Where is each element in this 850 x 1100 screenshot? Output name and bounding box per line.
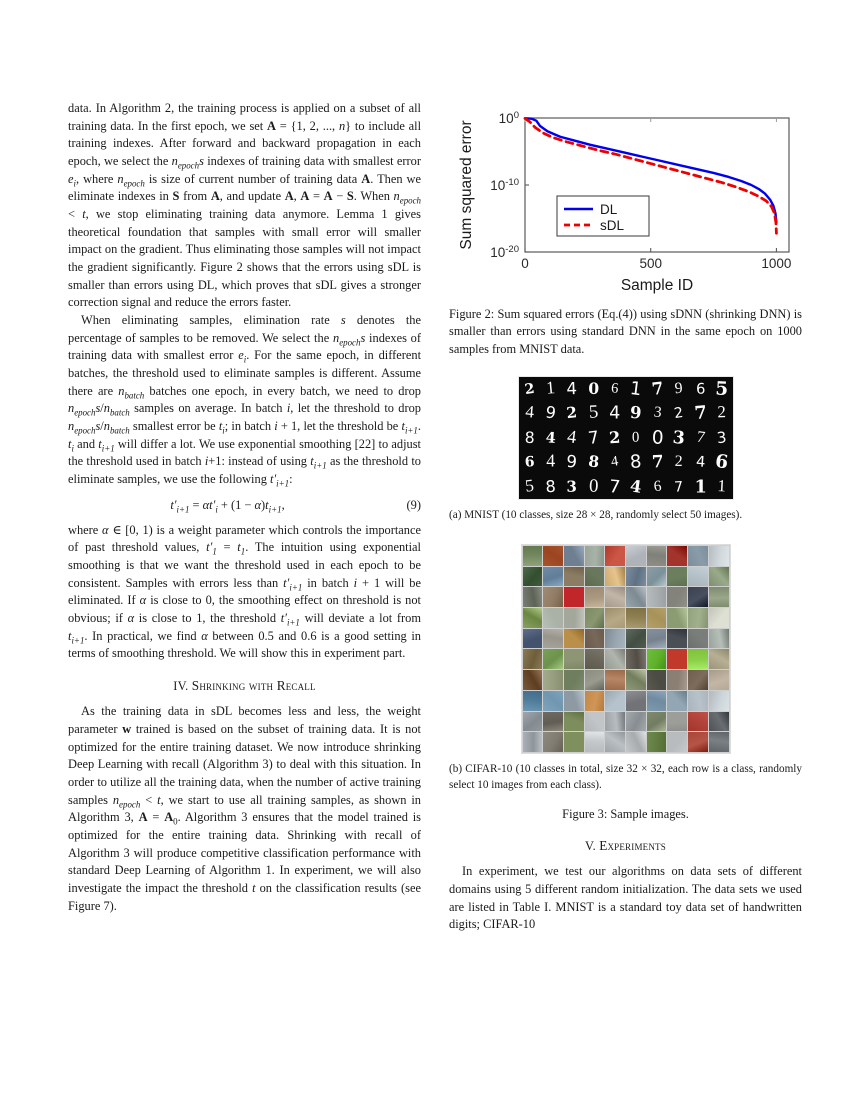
cifar-image-cell	[647, 670, 667, 690]
cifar-image-cell	[688, 712, 708, 732]
cifar-image-cell	[543, 608, 563, 628]
cifar-image-cell	[667, 712, 687, 732]
cifar-image-cell	[605, 732, 625, 752]
cifar-image-cell	[585, 629, 605, 649]
mnist-digit-cell: 4	[546, 452, 556, 472]
cifar-image-cell	[626, 691, 646, 711]
mnist-digit-cell: 8	[544, 476, 557, 497]
cifar-image-cell	[688, 546, 708, 566]
mnist-digit-cell: 9	[629, 403, 643, 424]
cifar-image-cell	[543, 567, 563, 587]
cifar-image-cell	[585, 649, 605, 669]
cifar-image-cell	[523, 691, 543, 711]
cifar-image-cell	[585, 567, 605, 587]
mnist-digit-cell: 6	[610, 380, 619, 397]
mnist-digit-cell: 8	[587, 452, 600, 472]
cifar-image-cell	[605, 691, 625, 711]
mnist-digit-cell: 1	[694, 475, 707, 497]
section-5-number: V.	[585, 839, 596, 854]
cifar-image-cell	[564, 732, 584, 752]
mnist-digit-cell: 1	[629, 377, 644, 401]
mnist-digit-cell: 4	[610, 453, 620, 471]
cifar-image-cell	[688, 567, 708, 587]
mnist-digit-cell: 2	[717, 404, 727, 423]
mnist-digit-cell: 5	[588, 402, 599, 424]
cifar-image-cell	[585, 546, 605, 566]
cifar-image-cell	[543, 649, 563, 669]
cifar-image-cell	[709, 546, 729, 566]
two-column-layout	[68, 100, 802, 1040]
cifar-image-cell	[605, 629, 625, 649]
mnist-digit-cell: 2	[673, 404, 685, 423]
cifar-image-cell	[585, 608, 605, 628]
cifar-image-cell	[626, 732, 646, 752]
cifar-image-cell	[523, 567, 543, 587]
cifar-image-cell	[688, 649, 708, 669]
mnist-digit-cell: 4	[566, 378, 578, 399]
subcaption-a-mnist: (a) MNIST (10 classes, size 28 × 28, randomly select 50 images).	[449, 509, 743, 522]
cifar-image-cell	[543, 712, 563, 732]
cifar-image-cell	[709, 712, 729, 732]
x-axis-label: Sample ID	[620, 277, 694, 294]
mnist-digit-cell: 4	[524, 403, 535, 423]
cifar-image-cell	[605, 567, 625, 587]
mnist-digit-cell: 7	[608, 475, 622, 498]
cifar-image-cell	[564, 567, 584, 587]
figure-2-caption: Figure 2: Sum squared errors (Eq.(4)) using sDNN (shrinking DNN) is smaller than errors using standard DNN in the same epoch on 1000 samples from MNIST data.	[449, 307, 802, 356]
mnist-digit-cell: 7	[673, 477, 684, 496]
right-column	[449, 100, 802, 1040]
mnist-digit-cell: 9	[544, 402, 558, 424]
cifar-image-cell	[688, 629, 708, 649]
subcaption-b-cifar: (b) CIFAR-10 (10 classes in total, size 32 × 32, each row is a class, randomly select 10 images from each class).	[449, 762, 802, 791]
mnist-digit-cell: 8	[629, 450, 643, 474]
cifar-image-cell	[688, 670, 708, 690]
cifar-image-cell	[585, 732, 605, 752]
section-4-number: IV.	[173, 679, 189, 694]
cifar-image-cell	[585, 587, 605, 607]
cifar-image-cell	[647, 567, 667, 587]
cifar-image-cell	[605, 670, 625, 690]
mnist-digit-cell: 7	[650, 378, 665, 400]
mnist-digit-cell: 7	[651, 451, 664, 473]
cifar-image-cell	[688, 587, 708, 607]
mnist-digit-cell: 4	[695, 452, 706, 472]
cifar-image-cell	[564, 629, 584, 649]
cifar-image-cell	[543, 546, 563, 566]
mnist-digit-cell: 6	[714, 450, 730, 474]
x-tick-label: 0	[521, 256, 529, 271]
cifar-image-cell	[667, 670, 687, 690]
mnist-digit-cell: 6	[523, 453, 535, 471]
cifar-image-cell	[667, 587, 687, 607]
figure-2	[449, 100, 802, 358]
cifar-image-cell	[564, 546, 584, 566]
cifar-image-cell	[523, 587, 543, 607]
cifar-image-cell	[647, 587, 667, 607]
mnist-digit-cell: 7	[693, 401, 708, 425]
cifar-image-cell	[523, 546, 543, 566]
cifar-image-cell	[688, 608, 708, 628]
x-tick-label: 1000	[761, 256, 792, 271]
cifar-image-cell	[709, 629, 729, 649]
cifar-image-cell	[647, 732, 667, 752]
cifar-image-cell	[667, 629, 687, 649]
paragraph-1: data. In Algorithm 2, the training process is applied on a subset of all training data. In the first epoch, we set A = {1, 2, ..., n} to include all training indexes. After forward and backward propagation in each epoch, we select the $n_{epoch}s$ indexes of training data with smallest error $e_i$, where $n_{epoch}$ is size of current number of training data A. Then we eliminate indexes in S from A, and update A, A = A − S. When $n_{epoch} < t$, we stop eliminating training data anymore. Lemma 1 gives theoretical foundation that samples with small error will smaller impact on the gradient. Thus eliminating those samples will not impact the gradient significantly. Figure 2 shows that the errors using sDL is smaller than errors using DL, which proves that sDL gives a stronger correction signal and reduce the errors faster.	[68, 101, 422, 310]
mnist-digit-cell: 0	[651, 426, 664, 449]
cifar-image-cell	[709, 567, 729, 587]
cifar-image-cell	[709, 649, 729, 669]
x-tick-label: 500	[639, 256, 662, 271]
cifar-image-cell	[626, 712, 646, 732]
cifar-image-cell	[647, 649, 667, 669]
mnist-digit-cell: 2	[608, 427, 621, 448]
mnist-digit-cell: 4	[566, 427, 578, 448]
y-tick-label: $10^{-20}$	[490, 244, 519, 260]
equation-9-body: $t'_{i+1} = \alpha t'_i + (1 - \alpha)t_{i+1}$,	[170, 497, 285, 515]
equation-9-number: (9)	[406, 497, 421, 512]
cifar-image-cell	[709, 691, 729, 711]
mnist-digit-cell: 3	[652, 404, 663, 422]
cifar-image-cell	[709, 587, 729, 607]
cifar-image-cell	[585, 670, 605, 690]
left-column	[68, 100, 421, 1040]
cifar-image-cell	[626, 670, 646, 690]
section-5-title: Experiments	[599, 838, 666, 854]
cifar-image-cell	[523, 712, 543, 732]
legend-label-sdl: sDL	[600, 218, 625, 233]
cifar-image-cell	[523, 732, 543, 752]
cifar-image-cell	[523, 608, 543, 628]
cifar-image-cell	[543, 629, 563, 649]
mnist-sample-grid	[518, 376, 734, 500]
y-tick-label: $10^0$	[498, 110, 519, 126]
cifar-image-cell	[667, 732, 687, 752]
mnist-digit-cell: 5	[523, 476, 535, 496]
cifar-image-cell	[564, 712, 584, 732]
cifar-image-cell	[667, 691, 687, 711]
mnist-digit-cell: 0	[588, 476, 599, 497]
experiments-paragraph: In experiment, we test our algorithms on data sets of different domains using 5 different random initialization. The data sets we used are listed in Table I. MNIST is a standard toy data set of handwritten digits; CIFAR-10	[449, 864, 802, 932]
cifar-image-cell	[667, 567, 687, 587]
mnist-digit-cell: 2	[674, 453, 684, 471]
cifar-image-cell	[647, 608, 667, 628]
cifar-image-cell	[626, 567, 646, 587]
cifar-image-cell	[667, 649, 687, 669]
cifar-image-cell	[688, 732, 708, 752]
mnist-digit-cell: 6	[652, 477, 663, 495]
mnist-digit-cell: 3	[715, 428, 728, 448]
mnist-digit-cell: 4	[629, 475, 644, 497]
cifar-image-cell	[564, 649, 584, 669]
cifar-image-cell	[626, 587, 646, 607]
section-heading-4	[68, 678, 421, 694]
cifar-image-cell	[709, 670, 729, 690]
cifar-image-cell	[523, 629, 543, 649]
cifar-image-cell	[564, 587, 584, 607]
equation-9	[68, 498, 421, 513]
paragraph-2: When eliminating samples, elimination rate s denotes the percentage of samples to be removed. We select the $n_{epoch}s$ indexes of training data with smallest error $e_i$. For the same epoch, in different batches, the threshold used to eliminate samples is different. Assume there are $n_{batch}$ batches one epoch, in every batch, we need to drop $n_{epoch}s/n_{batch}$ samples on average. In batch i, let the threshold to drop $n_{epoch}s/n_{batch}$ smallest error be $t_i$; in batch i + 1, let the threshold be $t_{i+1}$. $t_i$ and $t_{i+1}$ will differ a lot. We use exponential smoothing [22] to adjust the threshold used in batch i+1: instead of using $t_{i+1}$ as the threshold to eliminate samples, we use the following $t'_{i+1}$:	[68, 313, 422, 489]
mnist-digit-cell: 8	[524, 428, 535, 447]
cifar-image-cell	[605, 608, 625, 628]
paragraph-4: As the training data in sDL becomes less and less, the weight parameter w trained is based on the subset of training data. It is not optimized for the entire training dataset. We now introduce shrinking Deep Learning with recall (Algorithm 3) to deal with this situation. In order to utilize all the training data, when the number of active training samples $n_{epoch} < t$, we start to use all training samples, as shown in Algorithm 3, $A = A_0$. Algorithm 3 ensures that the model trained is optimized for the entire training data. Shrinking with recall of Algorithm 3 will produce competitive classification performance with standard Deep Learning of Algorithm 1. In experiment, we will also investigate the impact the threshold t on the classification results (see Figure 7).	[68, 704, 422, 913]
cifar-image-cell	[626, 608, 646, 628]
cifar-image-cell	[585, 712, 605, 732]
cifar-image-cell	[667, 608, 687, 628]
cifar-image-cell	[647, 629, 667, 649]
mnist-digit-cell: 2	[523, 379, 536, 398]
cifar-image-cell	[605, 712, 625, 732]
mnist-digit-cell: 3	[672, 426, 686, 449]
section-heading-5	[449, 838, 802, 854]
cifar-image-cell	[564, 608, 584, 628]
cifar-image-cell	[543, 587, 563, 607]
figure-3-caption: Figure 3: Sample images.	[562, 806, 689, 821]
mnist-digit-cell: 5	[715, 377, 729, 400]
mnist-digit-cell: 0	[632, 429, 641, 446]
cifar-image-cell	[647, 546, 667, 566]
cifar-image-cell	[543, 691, 563, 711]
mnist-digit-cell: 4	[544, 428, 557, 447]
legend-label-dl: DL	[600, 202, 618, 217]
cifar-image-cell	[647, 691, 667, 711]
y-axis-label: Sum squared error	[458, 120, 475, 250]
mnist-digit-cell: 2	[565, 403, 579, 423]
cifar-image-cell	[543, 670, 563, 690]
cifar10-sample-grid	[521, 544, 731, 754]
mnist-digit-cell: 1	[717, 477, 727, 496]
cifar-image-cell	[564, 691, 584, 711]
mnist-digit-cell: 0	[587, 379, 599, 399]
cifar-image-cell	[626, 546, 646, 566]
mnist-digit-cell: 9	[674, 380, 684, 398]
cifar-image-cell	[605, 587, 625, 607]
cifar-image-cell	[647, 712, 667, 732]
mnist-digit-cell: 1	[545, 378, 556, 399]
sum-squared-error-chart	[449, 100, 802, 300]
chart-svg	[449, 100, 802, 300]
section-4-title: Shrinking with Recall	[191, 678, 316, 694]
cifar-image-cell	[626, 629, 646, 649]
mnist-digit-cell: 6	[695, 379, 706, 398]
cifar-image-cell	[585, 691, 605, 711]
cifar-image-cell	[523, 649, 543, 669]
mnist-digit-cell: 7	[586, 426, 600, 449]
cifar-image-cell	[626, 649, 646, 669]
mnist-digit-cell: 4	[609, 402, 621, 424]
cifar-image-cell	[605, 649, 625, 669]
mnist-digit-cell: 3	[566, 477, 578, 496]
cifar-image-cell	[709, 608, 729, 628]
cifar-image-cell	[564, 670, 584, 690]
mnist-digit-cell: 7	[695, 428, 706, 447]
cifar-image-cell	[543, 732, 563, 752]
paragraph-3: where α ∈ [0, 1) is a weight parameter which controls the importance of past threshold values, $t'_1 = t_1$. The intuition using exponential smoothing is that we want the threshold used in each epoch to be consistent. Samples with errors less than $t'_{i+1}$ in batch i + 1 will be eliminated. If α is close to 0, the smoothing effect on threshold is not obvious; if α is close to 1, the threshold $t'_{i+1}$ will deviate a lot from $t_{i+1}$. In practical, we find α between 0.5 and 0.6 is a good setting in terms of smoothing threshold. We will show this in experiment part.	[68, 522, 422, 661]
y-tick-label: $10^{-10}$	[490, 177, 519, 193]
cifar-image-cell	[667, 546, 687, 566]
cifar-image-cell	[605, 546, 625, 566]
cifar-image-cell	[523, 670, 543, 690]
mnist-digit-cell: 9	[566, 451, 578, 473]
cifar-image-cell	[709, 732, 729, 752]
cifar-image-cell	[688, 691, 708, 711]
